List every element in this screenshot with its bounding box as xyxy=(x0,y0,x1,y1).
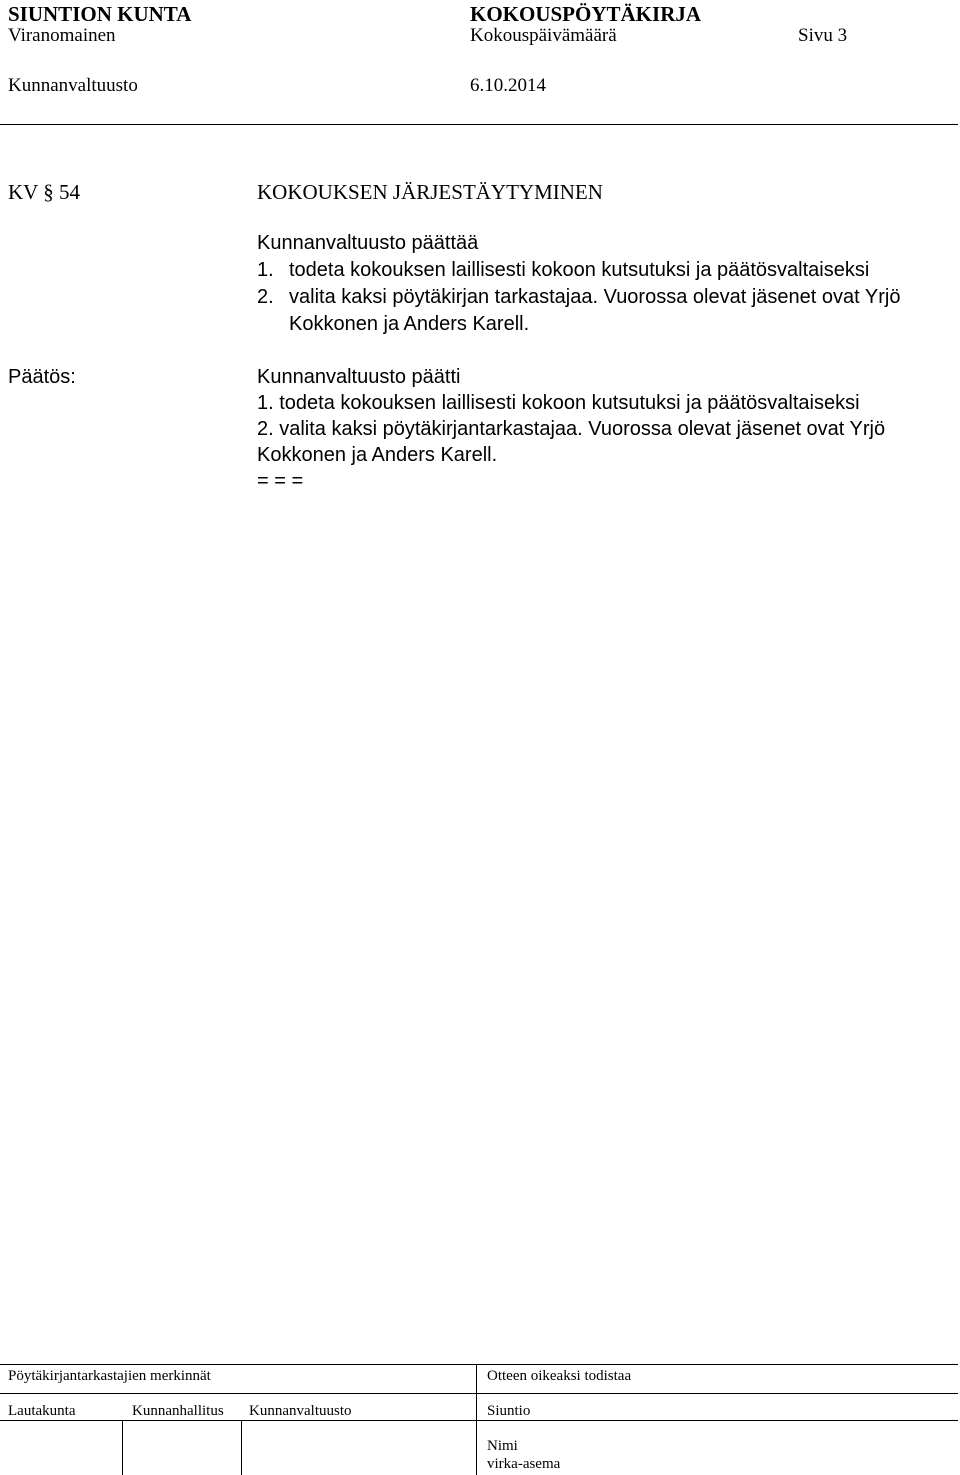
footer-col-municipal-board: Kunnanhallitus xyxy=(132,1403,224,1419)
proposal-item-1-text: todeta kokouksen laillisesti kokoon kutsutuksi ja päätösvaltaiseksi xyxy=(289,259,870,281)
authority-name: Kunnanvaltuusto xyxy=(8,75,138,96)
footer-lower-divider xyxy=(0,1420,958,1421)
footer-signature-divider-1 xyxy=(122,1420,123,1475)
section-code: KV § 54 xyxy=(8,180,80,204)
footer-col-council: Kunnanvaltuusto xyxy=(249,1403,352,1419)
header-divider xyxy=(0,124,958,125)
page-number: Sivu 3 xyxy=(798,25,848,46)
proposal-item-2-line1: valita kaksi pöytäkirjan tarkastajaa. Vuorossa olevat jäsenet ovat Yrjö xyxy=(289,286,901,308)
proposal-item-2-number: 2. xyxy=(257,286,274,308)
footer-col-board: Lautakunta xyxy=(8,1403,76,1419)
proposal-intro: Kunnanvaltuusto päättää xyxy=(257,232,479,254)
proposal-item-1-number: 1. xyxy=(257,259,274,281)
decision-intro: Kunnanvaltuusto päätti xyxy=(257,366,461,388)
footer-middle-divider xyxy=(0,1393,958,1394)
footer-name-label: Nimi xyxy=(487,1438,518,1454)
date-label: Kokouspäivämäärä xyxy=(470,25,617,46)
document-type: KOKOUSPÖYTÄKIRJA xyxy=(470,2,702,26)
decision-line-3: Kokkonen ja Anders Karell. xyxy=(257,444,498,466)
decision-line-1: 1. todeta kokouksen laillisesti kokoon kutsutuksi ja päätösvaltaiseksi xyxy=(257,392,860,414)
footer-signature-divider-2 xyxy=(241,1420,242,1475)
org-name: SIUNTION KUNTA xyxy=(8,2,192,26)
decision-line-2: 2. valita kaksi pöytäkirjantarkastajaa. Vuorossa olevat jäsenet ovat Yrjö xyxy=(257,418,886,440)
footer-certify-label: Otteen oikeaksi todistaa xyxy=(487,1368,632,1384)
proposal-item-2-line2: Kokkonen ja Anders Karell. xyxy=(289,313,530,335)
footer-top-divider xyxy=(0,1364,958,1365)
footer-marks-label: Pöytäkirjantarkastajien merkinnät xyxy=(8,1368,211,1384)
decision-label: Päätös: xyxy=(8,366,76,388)
decision-end-marker: = = = xyxy=(257,470,304,492)
footer-place: Siuntio xyxy=(487,1403,531,1419)
authority-label: Viranomainen xyxy=(8,25,116,46)
meeting-date: 6.10.2014 xyxy=(470,75,546,96)
section-title: KOKOUKSEN JÄRJESTÄYTYMINEN xyxy=(257,180,603,204)
footer-title-label: virka-asema xyxy=(487,1456,561,1472)
